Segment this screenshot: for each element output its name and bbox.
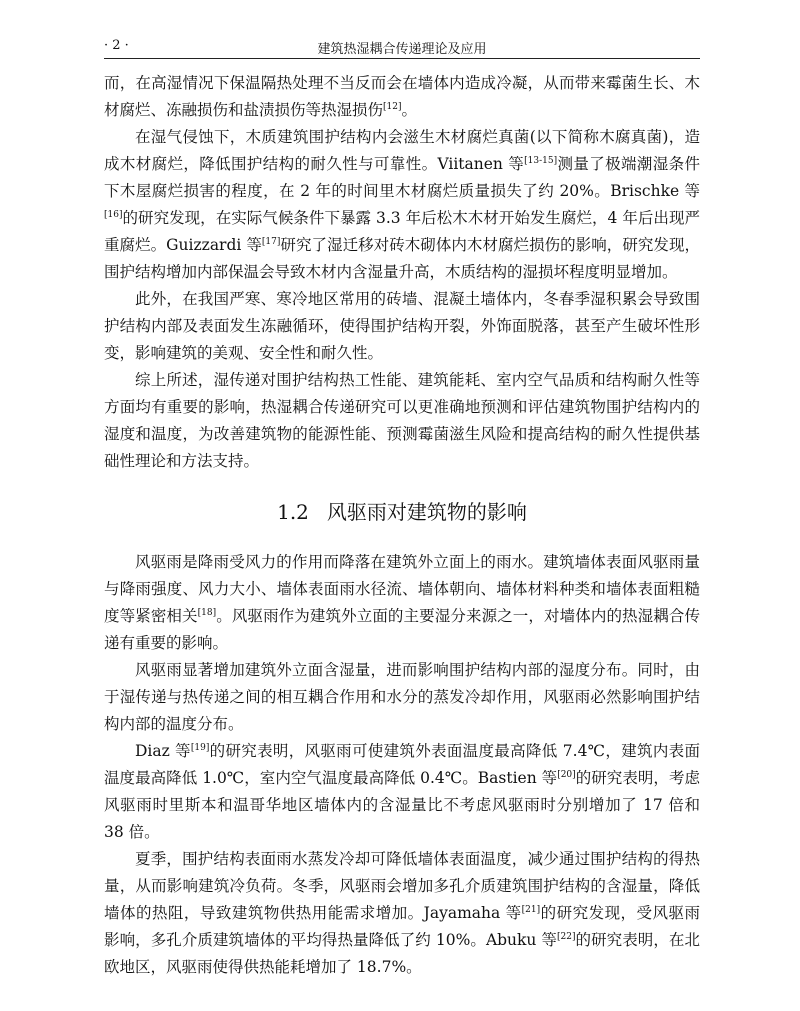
text-run: 的研究表明，在北欧地区，风驱雨使得供热能耗增加了 18.7%。 — [104, 931, 700, 976]
text-run: 测量了极端潮湿条件下木屋腐烂损害的程度，在 2 年的时间里木材腐烂质量损失了约 20%。Brischke 等 — [104, 155, 700, 200]
paragraph — [104, 70, 700, 124]
running-header — [104, 34, 700, 59]
citation-ref: [17] — [261, 236, 281, 247]
section-heading — [104, 495, 700, 529]
paragraph — [104, 657, 700, 738]
paragraph — [104, 846, 700, 981]
citation-ref: [16] — [104, 209, 123, 220]
text-run: 研究了湿迁移对砖木砌体内木材腐烂损伤的影响，研究发现，围护结构增加内部保温会导致木材内含湿量升高，木质结构的湿损坏程度明显增加。 — [104, 236, 700, 281]
text-run: 风驱雨是降雨受风力的作用而降落在建筑外立面上的雨水。建筑墙体表面风驱雨量与降雨强度、风力大小、墙体表面雨水径流、墙体朝向、墙体材料种类和墙体表面粗糙度等紧密相关 — [104, 553, 700, 625]
text-run: 综上所述，湿传递对围护结构热工性能、建筑能耗、室内空气品质和结构耐久性等方面均有重要的影响，热湿耦合传递研究可以更准确地预测和评估建筑物围护结构内的湿度和温度，为改善建筑物的能源性能、预测霉菌滋生风险和提高结构的耐久性提供基础性理论和方法支持。 — [104, 371, 700, 470]
text-run: 的研究表明，风驱雨可使建筑外表面温度最高降低 7.4℃，建筑内表面温度最高降低 1.0℃，室内空气温度最高降低 0.4℃。Bastien 等 — [104, 742, 700, 787]
citation-ref: [20] — [557, 769, 576, 780]
text-run: 风驱雨显著增加建筑外立面含湿量，进而影响围护结构内部的湿度分布。同时，由于湿传递与热传递之间的相互耦合作用和水分的蒸发冷却作用，风驱雨必然影响围护结构内部的温度分布。 — [104, 661, 700, 733]
paragraph — [104, 549, 700, 657]
body-text — [104, 70, 700, 981]
citation-ref: [22] — [556, 931, 576, 942]
text-run: 。 — [401, 101, 418, 119]
page-number: · 2 · — [104, 38, 129, 53]
citation-ref: [19] — [190, 742, 210, 753]
text-run: 此外，在我国严寒、寒冷地区常用的砖墙、混凝土墙体内，冬春季湿积累会导致围护结构内部及表面发生冻融循环，使得围护结构开裂，外饰面脱落，甚至产生破坏性形变，影响建筑的美观、安全性和耐久性。 — [104, 290, 700, 362]
section-number: 1.2 — [277, 500, 309, 524]
running-title: 建筑热湿耦合传递理论及应用 — [317, 42, 487, 57]
text-run: 而，在高湿情况下保温隔热处理不当反而会在墙体内造成冷凝，从而带来霉菌生长、木材腐烂、冻融损伤和盐渍损伤等热湿损伤 — [104, 74, 700, 119]
paragraph-group-section — [104, 549, 700, 981]
text-run: 夏季，围护结构表面雨水蒸发冷却可降低墙体表面温度，减少通过围护结构的得热量，从而影响建筑冷负荷。冬季，风驱雨会增加多孔介质建筑围护结构的含湿量，降低墙体的热阻，导致建筑物供热用能需求增加。Jayamaha 等 — [104, 850, 700, 922]
section-title-text: 风驱雨对建筑物的影响 — [326, 500, 527, 524]
text-run: 的研究发现，在实际气候条件下暴露 3.3 年后松木木材开始发生腐烂，4 年后出现严重腐烂。Guizzardi 等 — [104, 209, 700, 254]
paragraph — [104, 367, 700, 475]
citation-ref: [13-15] — [524, 155, 558, 166]
text-run: 的研究表明，考虑风驱雨时里斯本和温哥华地区墙体内的含湿量比不考虑风驱雨时分别增加了 17 倍和 38 倍。 — [104, 769, 700, 841]
text-run: Diaz 等 — [135, 742, 191, 760]
paragraph — [104, 286, 700, 367]
text-run: 在湿气侵蚀下，木质建筑围护结构内会滋生木材腐烂真菌(以下简称木腐真菌)，造成木材腐烂，降低围护结构的耐久性与可靠性。Viitanen 等 — [104, 128, 700, 173]
paragraph — [104, 738, 700, 846]
paragraph — [104, 124, 700, 286]
paragraph-group-intro — [104, 70, 700, 475]
citation-ref: [21] — [521, 904, 541, 915]
text-run: 的研究发现，受风驱雨影响，多孔介质建筑墙体的平均得热量降低了约 10%。Abuku 等 — [104, 904, 700, 949]
text-run: 。风驱雨作为建筑外立面的主要湿分来源之一，对墙体内的热湿耦合传递有重要的影响。 — [104, 607, 700, 652]
citation-ref: [12] — [383, 101, 402, 112]
citation-ref: [18] — [197, 607, 217, 618]
